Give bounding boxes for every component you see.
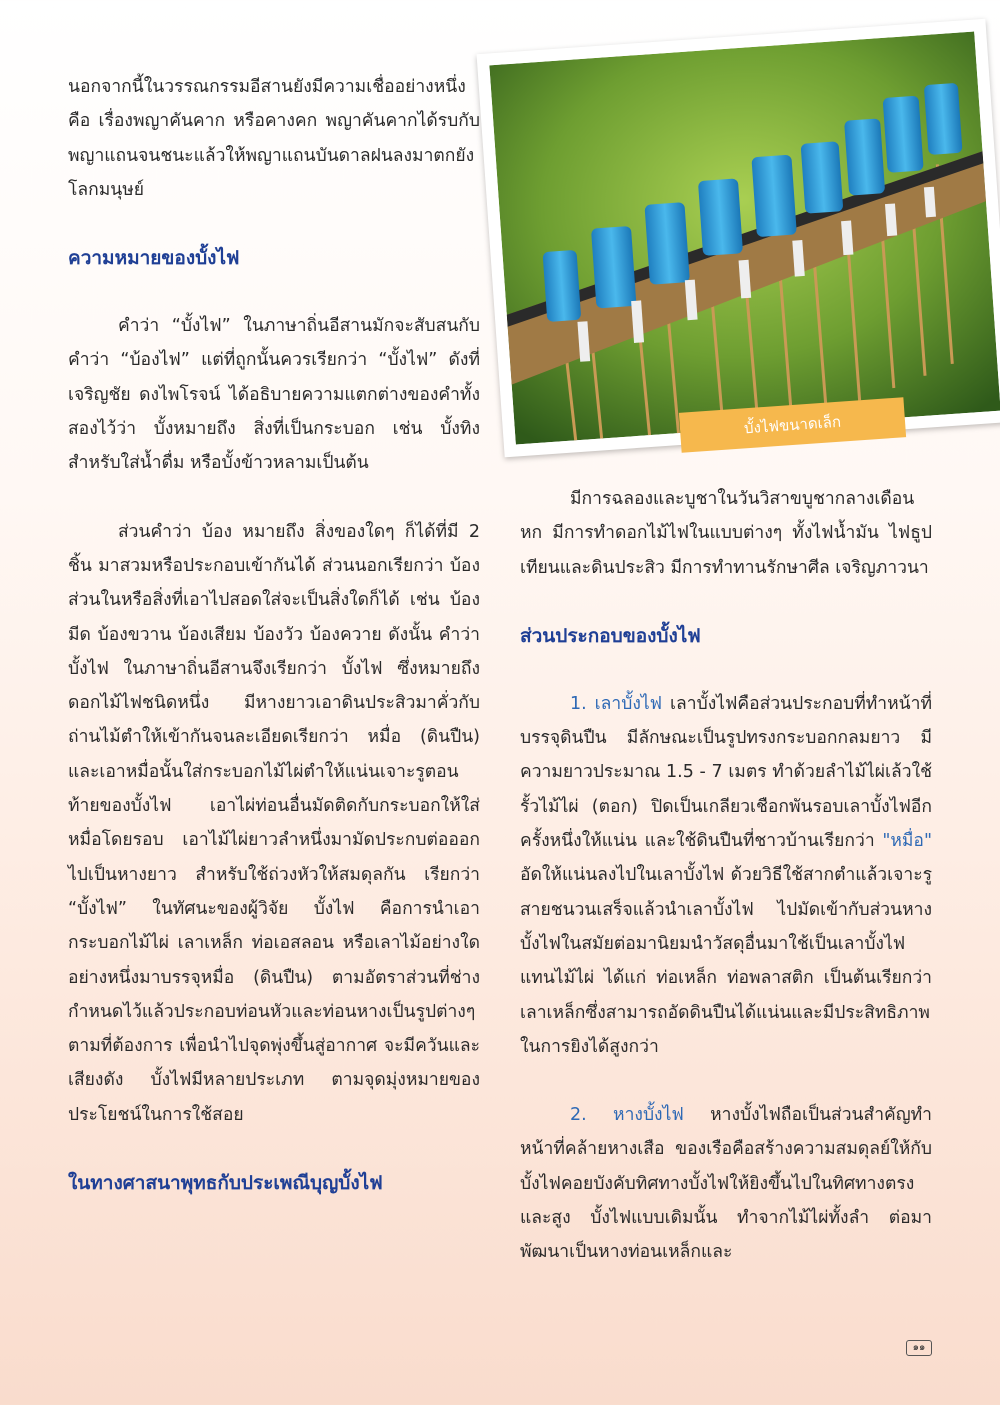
photo-caption: บั้งไฟขนาดเล็ก [679,397,906,453]
part1-text-b: อัดให้แน่นลงไปในเลาบั้งไฟ ด้วยวิธีใช้สากตำแล้วเจาะรูสายชนวนเสร็จแล้วนำเลาบั้งไฟ ไปมัดเข้ากับส่วนหางบั้งไฟในสมัยต่อมานิยมนำวัสดุอื่นมาใช้เป็นเลาบั้งไฟแทนไม้ไผ่ ได้แก่ ท่อเหล็ก ท่อพลาสติก เป็นต้นเรียกว่าเลาเหล็กซึ่งสามารถอัดดินปืนได้แน่นและมีประสิทธิภาพในการยิงได้สูงกว่า [520,865,932,1057]
part1-highlight: "หมื่อ" [882,831,932,852]
part2-term: 2. หางบั้งไฟ [570,1105,684,1126]
heading-meaning: ความหมายของบั้งไฟ [68,247,240,270]
celebration-paragraph: มีการฉลองและบูชาในวันวิสาขบูชากลางเดือนหก มีการทำดอกไม้ไฟในแบบต่างๆ ทั้งไฟน้ำมัน ไฟธูปเทียนและดินประสิว มีการทำทานรักษาศีล เจริญภาวนา [520,489,932,578]
part1-text-a: เลาบั้งไฟคือส่วนประกอบที่ทำหน้าที่บรรจุดินปืน มีลักษณะเป็นรูปทรงกระบอกกลมยาว มีความยาวประมาณ 1.5 - 7 เมตร ทำด้วยลำไม้ไผ่เล้วใช้รั้วไม้ไผ่ (ตอก) ปิดเป็นเกลียวเชือกพันรอบเลาบั้งไฟอีกครั้งหนึ่งให้แน่น และใช้ดินปืนที่ชาวบ้านเรียกว่า [520,693,932,852]
right-column [520,482,932,1270]
part1-term: 1. เลาบั้งไฟ [570,693,663,714]
heading-religion: ในทางศาสนาพุทธกับประเพณีบุญบั้งไฟ [68,1172,383,1195]
part2-paragraph [520,1098,932,1269]
meaning-paragraph-2: ส่วนคำว่า บ้อง หมายถึง สิ่งของใดๆ ก็ได้ที่มี 2 ชิ้น มาสวมหรือประกอบเข้ากันได้ ส่วนนอกเรียกว่า บ้อง ส่วนในหรือสิ่งที่เอาไปสอดใส่จะเป็นสิ่งใดก็ได้ เช่น บ้องมีด บ้องขวาน บ้องเสียม บ้องวัว บ้องควาย ดังนั้น คำว่า บั้งไฟ ในภาษาถิ่นอีสานจึงเรียกว่า บั้งไฟ ซึ่งหมายถึงดอกไม้ไฟชนิดหนึ่ง มีหางยาวเอาดินประสิวมาคั่วกับถ่านไม้ตำให้เข้ากันจนละเอียดเรียกว่า หมื่อ (ดินปืน) และเอาหมื่อนั้นใส่กระบอกไม้ไผ่ตำให้แน่นเจาะรูตอนท้ายของบั้งไฟ เอาไผ่ท่อนอื่นมัดติดกับกระบอกให้ใส่หมื่อโดยรอบ เอาไม้ไผ่ยาวลำหนึ่งมามัดประกบต่อออกไปเป็นหางยาว สำหรับใช้ถ่วงหัวให้สมดุลกัน เรียกว่า “บั้งไฟ” ในทัศนะของผู้วิจัย บั้งไฟ คือการนำเอากระบอกไม้ไผ่ เลาเหล็ก ท่อเอสลอน หรือเลาไม้อย่างใดอย่างหนึ่งมาบรรจุหมื่อ (ดินปืน) ตามอัตราส่วนที่ช่างกำหนดไว้แล้วประกอบท่อนหัวและท่อนหางเป็นรูปต่างๆ ตามที่ต้องการ เพื่อนำไปจุดพุ่งขึ้นสู่อากาศ จะมีควันและเสียงดัง บั้งไฟมีหลายประเภท ตามจุดมุ่งหมายของประโยชน์ในการใช้สอย [68,521,480,1125]
page-number: ๑๑ [906,1340,932,1356]
meaning-paragraph-1: คำว่า “บั้งไฟ” ในภาษาถิ่นอีสานมักจะสับสนกับคำว่า “บ้องไฟ” แต่ที่ถูกนั้นควรเรียกว่า “บั้งไฟ” ดังที่ เจริญชัย ดงไพโรจน์ ได้อธิบายความแตกต่างของคำทั้งสองไว้ว่า บั้งหมายถึง สิ่งที่เป็นกระบอก เช่น บั้งทิง สำหรับใส่น้ำดื่ม หรือบั้งข้าวหลามเป็นต้น [68,316,480,474]
intro-paragraph: นอกจากนี้ในวรรณกรรมอีสานยังมีความเชื่ออย่างหนึ่งคือ เรื่องพญาคันคาก หรือคางคก พญาคันคากได้รบกับพญาแถนจนชนะแล้วให้พญาแถนบันดาลฝนลงมาตกยังโลกมนุษย์ [68,77,480,200]
photo-frame [477,19,1000,458]
heading-parts: ส่วนประกอบของบั้งไฟ [520,624,701,647]
part1-paragraph [520,687,932,1064]
rocket-photo [489,32,1000,445]
part2-text: หางบั้งไฟถือเป็นส่วนสำคัญทำหน้าที่คล้ายหางเสือ ของเรือคือสร้างความสมดุลย์ให้กับบั้งไฟคอยบังคับทิศทางบั้งไฟให้ยิงขึ้นไปในทิศทางตรงและสูง บั้งไฟแบบเดิมนั้น ทำจากไม้ไผ่ทั้งลำ ต่อมาพัฒนาเป็นหางท่อนเหล็กและ [520,1105,933,1263]
left-column [68,70,480,1200]
